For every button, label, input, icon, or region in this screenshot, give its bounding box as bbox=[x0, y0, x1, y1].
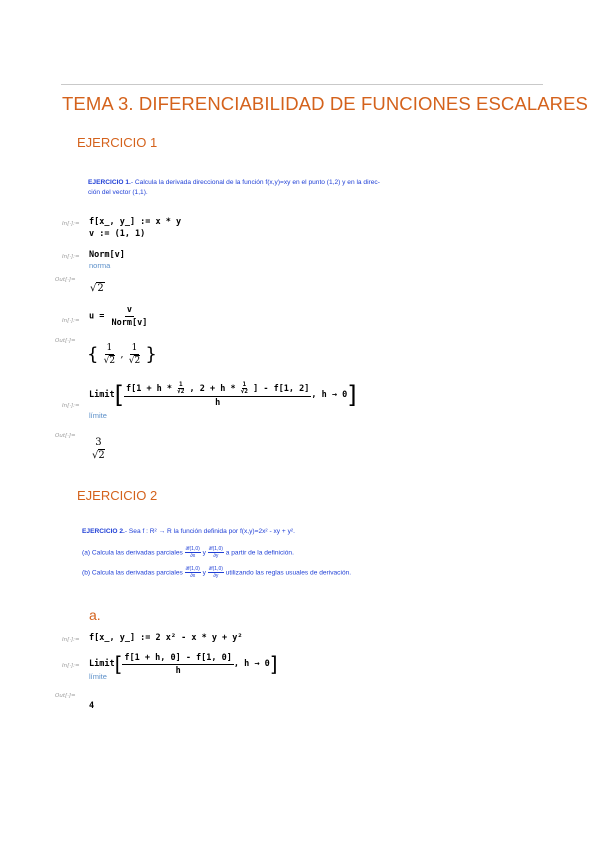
input-cell-4-small-den-2: 2 bbox=[244, 388, 248, 395]
output-cell-2-value: 2 bbox=[97, 283, 104, 294]
output-cell-3-den-2: 2 bbox=[134, 356, 141, 366]
output-cell-3-num-1: 1 bbox=[106, 343, 113, 353]
frac-x-den: ∂x bbox=[190, 553, 196, 559]
input-cell-4-tail: , h → 0 bbox=[311, 390, 348, 400]
output-cell-4: 3 √2 bbox=[92, 437, 105, 461]
ej2-input-cell-2[interactable]: Limit[ $\frac{f[1 + h, 0] - f[1, 0]}{h}$ , h → 0] bbox=[89, 652, 278, 676]
output-cell-3-den-1: 2 bbox=[109, 356, 116, 366]
input-cell-4-hint[interactable]: límite bbox=[89, 411, 107, 420]
frac-x-num: ∂f(1,0) bbox=[185, 566, 200, 572]
ej2-input-cell-2-den: h bbox=[175, 665, 181, 676]
ejercicio2-item-a-post: a partir de la definición. bbox=[225, 549, 294, 557]
frac-x-num: ∂f(1,0) bbox=[185, 546, 200, 552]
ejercicio1-problem-line1: - Calcula la derivada direccional de la función f(x,y)=xy en el punto (1,2) y en la direc- bbox=[130, 179, 380, 186]
ejercicio2-item-b bbox=[82, 566, 351, 579]
ej2-output-cell-2-value: 4 bbox=[89, 701, 95, 711]
output-cell-3: { $\frac{1}{√2}$ , $\frac{1}{√2}$ } bbox=[87, 343, 157, 366]
out-label: Out[·]= bbox=[55, 338, 76, 344]
input-cell-4-num-a: f[1 + h * bbox=[125, 384, 173, 394]
output-cell-4-den: 2 bbox=[98, 450, 105, 461]
input-cell-4-small-num-1: 1 bbox=[178, 381, 183, 388]
in-label: In[·]:= bbox=[62, 254, 80, 260]
page-title: TEMA 3. DIFERENCIABILIDAD DE FUNCIONES ESCALARES bbox=[62, 93, 588, 114]
ejercicio2-item-a-pre: (a) Calcula las derivadas parciales bbox=[82, 549, 183, 557]
frac-x-den: ∂x bbox=[190, 573, 196, 579]
input-cell-4[interactable]: Limit[ f[1 + h * $\frac{1}{√2}$ , 2 + h * $\frac{1}{√2}$ ] - f[1, 2] h , h → 0] bbox=[89, 381, 357, 409]
input-cell-2-code: Norm[v] bbox=[89, 250, 125, 260]
in-label: In[·]:= bbox=[62, 637, 80, 643]
ejercicio1-heading: EJERCICIO 1 bbox=[77, 135, 158, 150]
input-cell-2-hint[interactable]: norma bbox=[89, 261, 111, 270]
input-cell-4-num-b: , 2 + h * bbox=[189, 384, 236, 394]
top-rule bbox=[61, 84, 543, 85]
input-cell-4-num-c: ] - f[1, 2] bbox=[253, 384, 310, 394]
input-cell-4-fn: Limit bbox=[89, 390, 115, 400]
input-cell-4-small-den-1: 2 bbox=[180, 388, 185, 395]
ej2-output-cell-2 bbox=[89, 701, 94, 711]
input-cell-1-line2: v := (1, 1) bbox=[89, 229, 146, 239]
ejercicio1-problem bbox=[88, 178, 380, 198]
input-cell-4-small-num-2: 1 bbox=[242, 381, 247, 388]
ej2-input-cell-2-num: f[1 + h, 0] - f[1, 0] bbox=[124, 652, 232, 663]
frac-y-den: ∂y bbox=[213, 553, 219, 559]
ej2-input-cell-2-tail: , h → 0 bbox=[233, 659, 270, 669]
input-cell-3[interactable] bbox=[89, 305, 149, 328]
input-cell-1[interactable] bbox=[89, 217, 181, 239]
frac-y-num: ∂f(1,0) bbox=[208, 566, 223, 572]
ej2-input-cell-2-hint[interactable]: límite bbox=[89, 672, 107, 681]
ejercicio2-item-b-pre: (b) Calcula las derivadas parciales bbox=[82, 569, 183, 577]
ejercicio1-problem-bold: EJERCICIO 1. bbox=[88, 179, 131, 186]
frac-y-den: ∂y bbox=[213, 573, 219, 579]
input-cell-3-num: v bbox=[126, 305, 132, 315]
input-cell-4-den: h bbox=[215, 398, 221, 408]
ejercicio1-problem-line2: ción del vector (1,1). bbox=[88, 189, 148, 196]
in-label: In[·]:= bbox=[62, 403, 80, 409]
in-label: In[·]:= bbox=[62, 663, 80, 669]
ejercicio2-heading: EJERCICIO 2 bbox=[77, 488, 158, 503]
in-label: In[·]:= bbox=[62, 221, 80, 227]
in-label: In[·]:= bbox=[62, 318, 80, 324]
conj-y: y bbox=[202, 549, 206, 557]
out-label: Out[·]= bbox=[55, 693, 76, 699]
ej2-input-cell-1[interactable] bbox=[89, 633, 243, 643]
output-cell-4-num: 3 bbox=[95, 437, 102, 448]
out-label: Out[·]= bbox=[55, 277, 76, 283]
input-cell-3-den: Norm[v] bbox=[111, 318, 148, 328]
ejercicio2-item-b-post: utilizando las reglas usuales de derivación. bbox=[225, 569, 352, 577]
ej2-input-cell-1-code: f[x_, y_] := 2 x² - x * y + y² bbox=[89, 633, 243, 643]
output-cell-2: √2 bbox=[90, 283, 104, 294]
ej2-input-cell-2-fn: Limit bbox=[89, 659, 115, 669]
input-cell-2[interactable] bbox=[89, 250, 125, 260]
ejercicio2-problem-line1: - Sea f : R² → R la función definida por f(x,y)=2x² - xy + y². bbox=[124, 528, 295, 535]
out-label: Out[·]= bbox=[55, 433, 76, 439]
input-cell-1-line1: f[x_, y_] := x * y bbox=[89, 217, 182, 227]
input-cell-3-lhs: u = bbox=[89, 311, 105, 322]
ejercicio2-item-a bbox=[82, 546, 294, 559]
subsection-a: a. bbox=[89, 607, 101, 623]
ejercicio2-problem bbox=[82, 527, 295, 537]
ejercicio2-problem-bold: EJERCICIO 2. bbox=[82, 528, 125, 535]
frac-y-num: ∂f(1,0) bbox=[208, 546, 223, 552]
output-cell-3-num-2: 1 bbox=[131, 343, 138, 353]
conj-y: y bbox=[202, 569, 206, 577]
